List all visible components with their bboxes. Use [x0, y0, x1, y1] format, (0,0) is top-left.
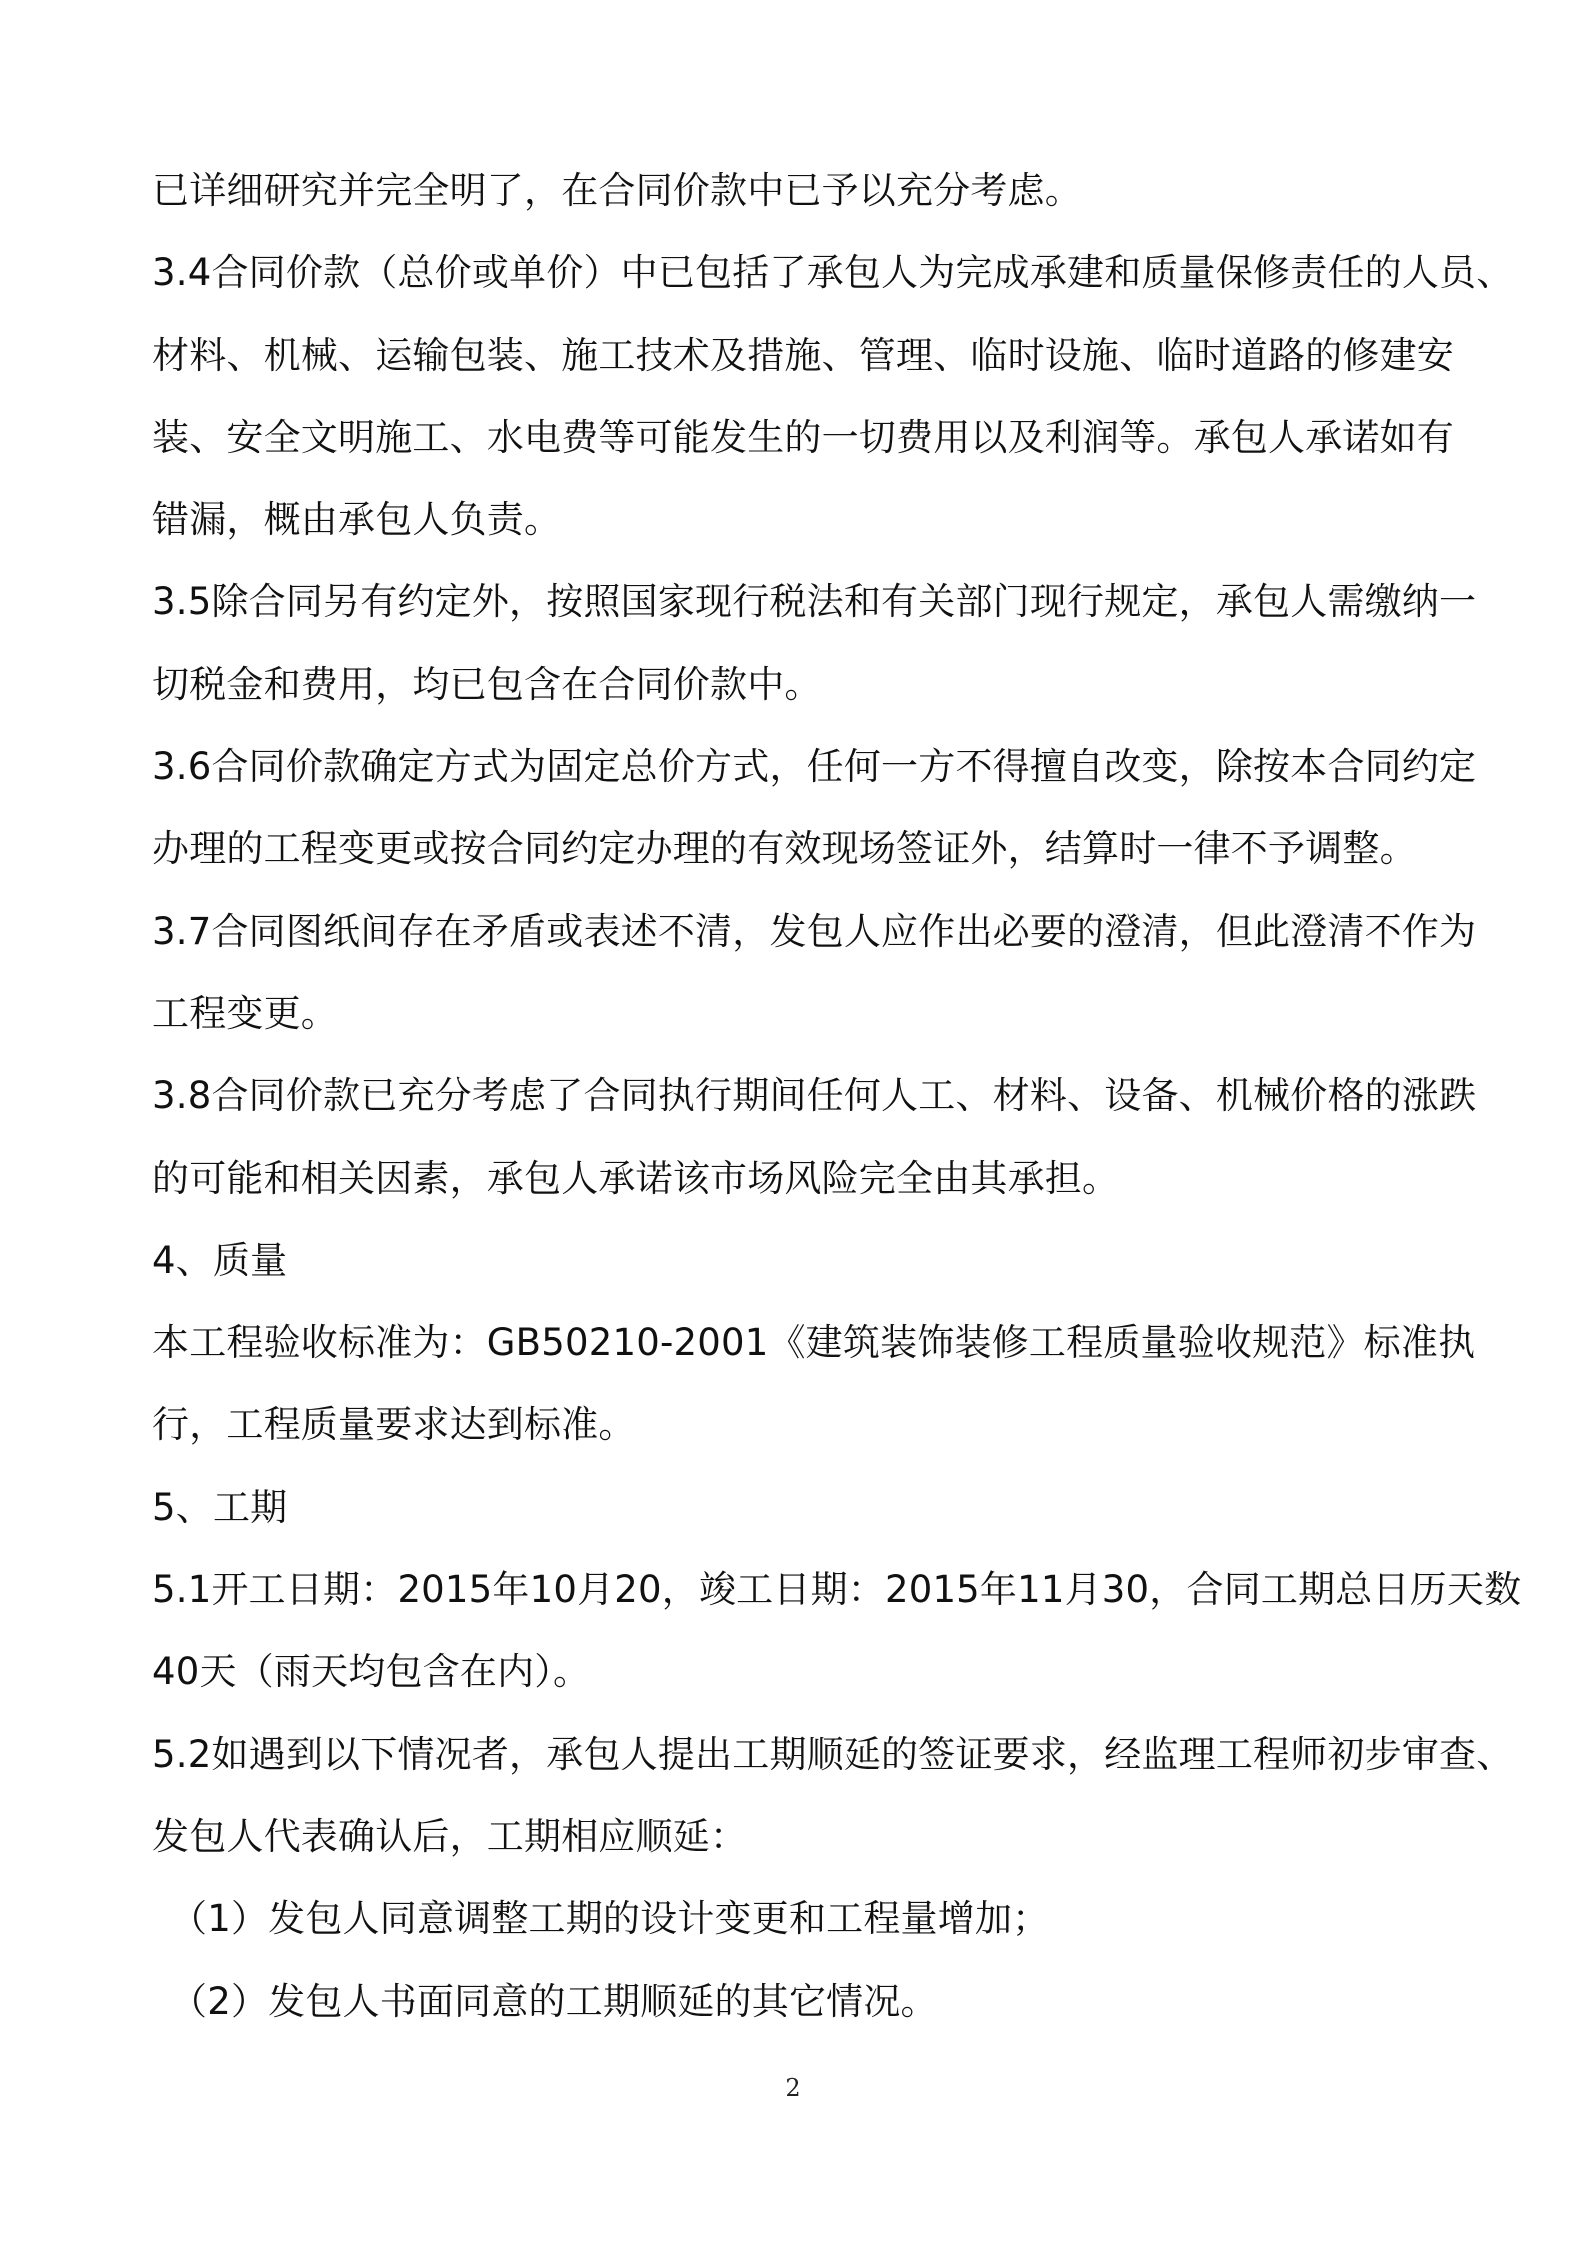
clause-3-4-line: 材料、机械、运输包装、施工技术及措施、管理、临时设施、临时道路的修建安	[152, 333, 1454, 377]
clause-3-5-line: 切税金和费用，均已包含在合同价款中。	[152, 662, 822, 706]
clause-3-5-line: 3.5除合同另有约定外，按照国家现行税法和有关部门现行规定，承包人需缴纳一	[152, 580, 1477, 624]
clause-3-6-line: 3.6合同价款确定方式为固定总价方式，任何一方不得擅自改变，除按本合同约定	[152, 745, 1477, 789]
clause-3-4-line: 错漏，概由承包人负责。	[152, 498, 562, 542]
clause-3-4-line: 3.4合同价款（总价或单价）中已包括了承包人为完成承建和质量保修责任的人员、	[152, 251, 1514, 295]
page-number: 2	[785, 2074, 801, 2102]
document-body	[152, 150, 1522, 2043]
list-item: （2）发包人书面同意的工期顺延的其它情况。	[170, 1979, 938, 2023]
clause-3-7-line: 工程变更。	[152, 991, 338, 1035]
list-item: （1）发包人同意调整工期的设计变更和工程量增加；	[170, 1897, 1050, 1941]
clause-5-1-line: 40天（雨天均包含在内）。	[152, 1650, 591, 1694]
paragraph-line: 已详细研究并完全明了，在合同价款中已予以充分考虑。	[152, 169, 1082, 212]
clause-5-2-line: 发包人代表确认后，工期相应顺延：	[152, 1814, 748, 1858]
section-heading-quality: 4、质量	[152, 1238, 288, 1282]
quality-standard-line: 行，工程质量要求达到标准。	[152, 1403, 636, 1447]
clause-3-4-line: 装、安全文明施工、水电费等可能发生的一切费用以及利润等。承包人承诺如有	[152, 415, 1454, 459]
clause-5-1-line: 5.1开工日期：2015年10月20，竣工日期：2015年11月30，合同工期总日历天数	[152, 1568, 1522, 1612]
quality-standard-line: 本工程验收标准为：GB50210-2001《建筑装饰装修工程质量验收规范》标准执	[152, 1321, 1476, 1365]
clause-5-2-line: 5.2如遇到以下情况者，承包人提出工期顺延的签证要求，经监理工程师初步审查、	[152, 1732, 1514, 1776]
clause-3-7-line: 3.7合同图纸间存在矛盾或表述不清，发包人应作出必要的澄清，但此澄清不作为	[152, 909, 1477, 953]
clause-3-6-line: 办理的工程变更或按合同约定办理的有效现场签证外，结算时一律不予调整。	[152, 827, 1417, 871]
clause-3-8-line: 的可能和相关因素，承包人承诺该市场风险完全由其承担。	[152, 1156, 1120, 1200]
section-heading-schedule: 5、工期	[152, 1485, 288, 1529]
clause-3-8-line: 3.8合同价款已充分考虑了合同执行期间任何人工、材料、设备、机械价格的涨跌	[152, 1074, 1477, 1118]
